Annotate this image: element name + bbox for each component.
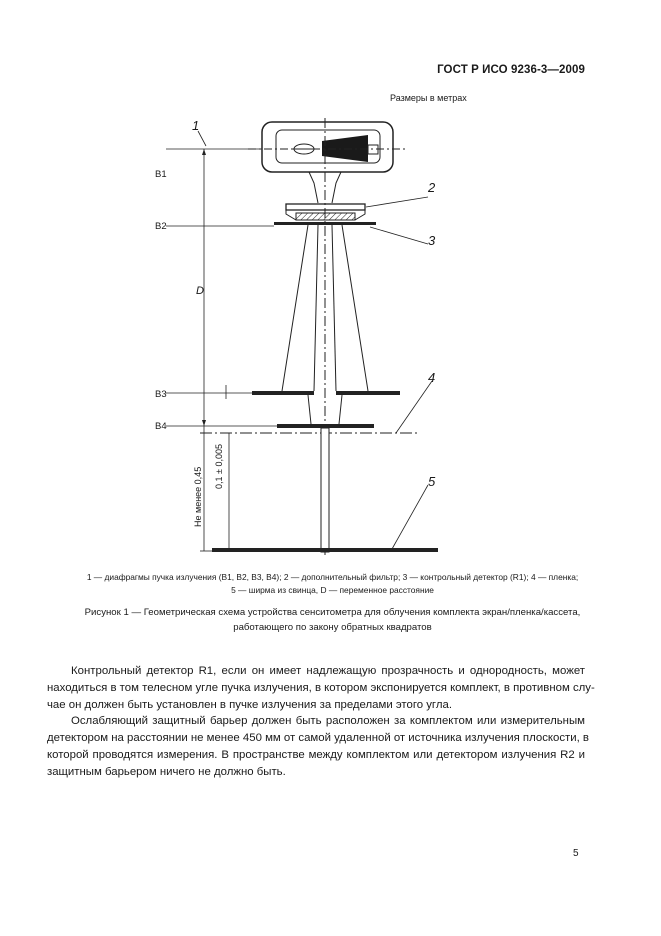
label-b2: B2 bbox=[155, 221, 167, 232]
distance-label: D bbox=[196, 285, 204, 297]
figure-caption bbox=[30, 605, 635, 635]
label-b1: B1 bbox=[155, 169, 167, 180]
dim-min-label: Не менее 0,45 bbox=[193, 466, 203, 527]
detector-3 bbox=[296, 213, 355, 220]
paragraph-line: Контрольный детектор R1, если он имеет надлежащую прозрачность и однородность, может bbox=[71, 665, 585, 677]
diaphragm-b3 bbox=[252, 391, 314, 395]
legend-line-2: 5 — ширма из свинца, D — переменное расстояние bbox=[231, 585, 434, 595]
callout-2: 2 bbox=[428, 180, 436, 195]
paragraph-line: которой проводятся измерения. В пространстве между комплектом или детектором излучения R2 и bbox=[47, 749, 585, 761]
diaphragm-b2 bbox=[274, 222, 376, 225]
callout-1: 1 bbox=[192, 118, 200, 133]
callout-5: 5 bbox=[428, 474, 436, 489]
paragraph-line: чае он должен быть установлен в пучке излучения за пределами этого угла. bbox=[47, 699, 452, 711]
document-id-header: ГОСТ Р ИСО 9236-3—2009 bbox=[437, 64, 585, 76]
units-note: Размеры в метрах bbox=[390, 93, 467, 103]
label-b4: B4 bbox=[155, 421, 167, 432]
paragraph-line: защитным барьером ничего не должно быть. bbox=[47, 766, 286, 778]
caption-line-2: работающего по закону обратных квадратов bbox=[233, 622, 432, 633]
lead-screen-5 bbox=[212, 548, 438, 552]
label-b3: B3 bbox=[155, 389, 167, 400]
callout-4: 4 bbox=[428, 370, 436, 385]
legend-line-1: 1 — диафрагмы пучка излучения (B1, B2, B3, B4); 2 — дополнительный фильтр; 3 — контрольный детектор (R1); 4 — пленка; bbox=[86, 572, 579, 582]
figure-legend bbox=[40, 571, 625, 597]
page-number: 5 bbox=[573, 848, 579, 859]
paragraph-line: Ослабляющий защитный барьер должен быть расположен за комплектом или измерительным bbox=[71, 715, 585, 727]
paragraph-1 bbox=[47, 663, 595, 714]
paragraph-line: находиться в том телесном угле пучка излучения, в котором экспонируется комплект, в противном слу- bbox=[47, 682, 595, 694]
paragraph-line: детектором на расстоянии не менее 450 мм от самой удаленной от источника излучения плоскости, в bbox=[47, 732, 589, 744]
paragraph-2 bbox=[47, 713, 589, 781]
diaphragm-b4 bbox=[277, 424, 374, 428]
callout-3: 3 bbox=[428, 233, 436, 248]
caption-line-1: Рисунок 1 — Геометрическая схема устройства сенситометра для облучения комплекта экран/пленка/кассета, bbox=[84, 607, 581, 618]
dim-gap-label: 0,1 ± 0,005 bbox=[214, 444, 224, 489]
